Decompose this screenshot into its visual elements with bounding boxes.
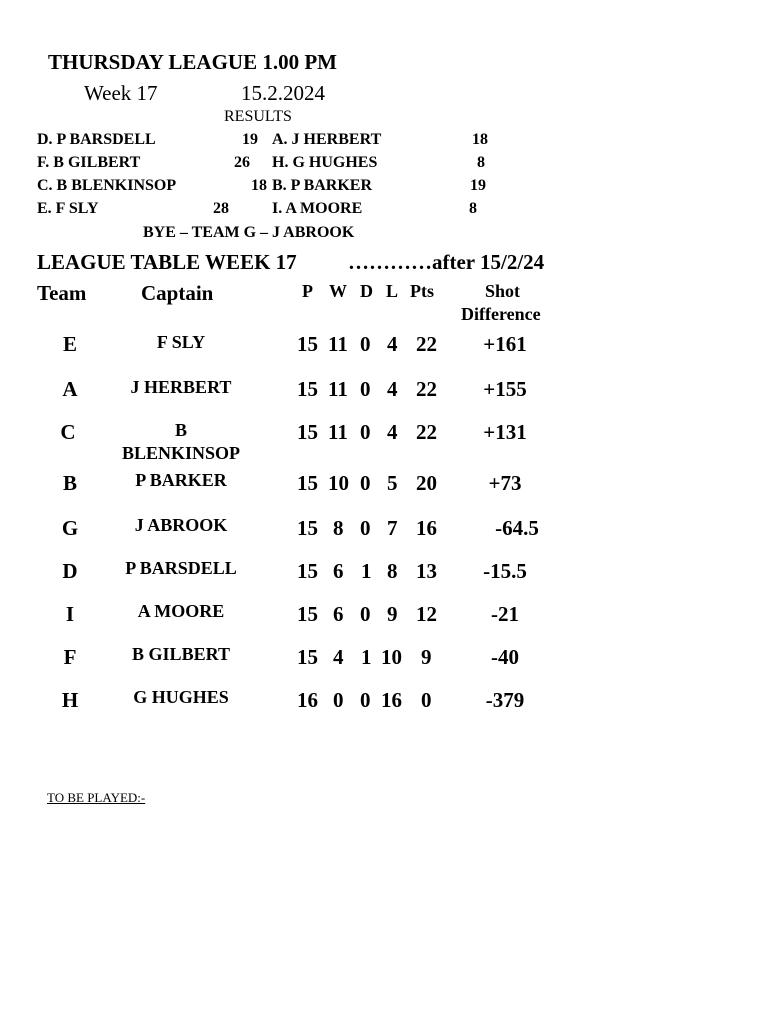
result-away: H. G HUGHES <box>272 154 378 171</box>
lost-value: 4 <box>387 377 398 401</box>
team-letter: I <box>65 602 75 626</box>
header-played: P <box>302 281 313 301</box>
played-value: 15 <box>297 420 318 444</box>
points-value: 13 <box>416 559 437 583</box>
result-away: B. P BARKER <box>272 177 373 194</box>
lost-value: 4 <box>387 420 398 444</box>
drawn-value: 1 <box>361 559 372 583</box>
lost-value: 16 <box>381 688 402 712</box>
header-shot: Shot <box>485 281 521 301</box>
won-value: 8 <box>333 516 344 540</box>
captain-name-continued: BLENKINSOP <box>121 443 241 463</box>
played-value: 15 <box>297 602 318 626</box>
points-value: 0 <box>421 688 432 712</box>
result-home: F. B GILBERT <box>37 154 141 171</box>
header-team: Team <box>37 281 87 305</box>
header-captain: Captain <box>141 281 214 305</box>
header-won: W <box>329 281 347 301</box>
lost-value: 8 <box>387 559 398 583</box>
result-away: I. A MOORE <box>272 200 363 217</box>
played-value: 16 <box>297 688 318 712</box>
drawn-value: 0 <box>360 377 371 401</box>
team-letter: D <box>62 559 78 583</box>
won-value: 11 <box>328 332 348 356</box>
lost-value: 5 <box>387 471 398 495</box>
captain-name: P BARKER <box>135 470 227 490</box>
result-home: E. F SLY <box>37 200 99 217</box>
date-label: 15.2.2024 <box>241 81 325 105</box>
won-value: 6 <box>333 602 344 626</box>
captain-name: A MOORE <box>137 601 225 621</box>
drawn-value: 0 <box>360 332 371 356</box>
captain-name: P BARSDELL <box>125 558 237 578</box>
lost-value: 4 <box>387 332 398 356</box>
lost-value: 10 <box>381 645 402 669</box>
won-value: 0 <box>333 688 344 712</box>
league-table-title: LEAGUE TABLE WEEK 17 <box>37 250 297 274</box>
points-value: 22 <box>416 332 437 356</box>
won-value: 10 <box>328 471 349 495</box>
captain-name: J ABROOK <box>134 515 228 535</box>
team-letter: A <box>62 377 78 401</box>
shot-difference-value: -21 <box>491 602 519 626</box>
shot-difference-value: +73 <box>488 471 522 495</box>
shot-difference-value: +161 <box>483 332 527 356</box>
result-away-score: 8 <box>477 154 485 171</box>
shot-difference-value: -64.5 <box>495 516 539 540</box>
page-title: THURSDAY LEAGUE 1.00 PM <box>48 50 337 74</box>
result-home-score: 19 <box>242 131 258 148</box>
result-home-score: 26 <box>234 154 250 171</box>
points-value: 22 <box>416 420 437 444</box>
shot-difference-value: -40 <box>491 645 519 669</box>
team-letter: B <box>62 471 77 495</box>
shot-difference-value: +131 <box>483 420 527 444</box>
header-difference: Difference <box>461 304 541 324</box>
lost-value: 9 <box>387 602 398 626</box>
result-home: C. B BLENKINSOP <box>37 177 177 194</box>
captain-name: J HERBERT <box>130 377 232 397</box>
to-be-played-heading: TO BE PLAYED:- <box>47 790 146 805</box>
played-value: 15 <box>297 332 318 356</box>
drawn-value: 0 <box>360 471 371 495</box>
won-value: 11 <box>328 377 348 401</box>
team-letter: C <box>60 420 76 444</box>
results-heading: RESULTS <box>224 108 292 125</box>
shot-difference-value: -15.5 <box>483 559 527 583</box>
points-value: 16 <box>416 516 437 540</box>
won-value: 6 <box>333 559 344 583</box>
result-away: A. J HERBERT <box>272 131 382 148</box>
points-value: 22 <box>416 377 437 401</box>
played-value: 15 <box>297 645 318 669</box>
header-drawn: D <box>360 281 373 301</box>
result-away-score: 8 <box>469 200 477 217</box>
shot-difference-value: -379 <box>485 688 525 712</box>
result-away-score: 18 <box>472 131 488 148</box>
drawn-value: 0 <box>360 420 371 444</box>
week-label: Week 17 <box>84 81 158 105</box>
won-value: 4 <box>333 645 344 669</box>
team-letter: F <box>63 645 77 669</box>
won-value: 11 <box>328 420 348 444</box>
played-value: 15 <box>297 516 318 540</box>
header-points: Pts <box>410 281 434 301</box>
points-value: 9 <box>421 645 432 669</box>
lost-value: 7 <box>387 516 398 540</box>
league-table-date: …………after 15/2/24 <box>348 250 545 274</box>
result-away-score: 19 <box>470 177 486 194</box>
bye-note: BYE – TEAM G – J ABROOK <box>143 224 355 241</box>
points-value: 12 <box>416 602 437 626</box>
captain-name: B <box>174 420 187 440</box>
captain-name: F SLY <box>156 332 206 352</box>
played-value: 15 <box>297 377 318 401</box>
team-letter: H <box>61 688 79 712</box>
points-value: 20 <box>416 471 437 495</box>
team-letter: E <box>62 332 77 356</box>
played-value: 15 <box>297 471 318 495</box>
shot-difference-value: +155 <box>483 377 527 401</box>
result-home-score: 28 <box>213 200 229 217</box>
played-value: 15 <box>297 559 318 583</box>
header-lost: L <box>386 281 399 301</box>
result-home: D. P BARSDELL <box>37 131 156 148</box>
result-home-score: 18 <box>251 177 267 194</box>
drawn-value: 0 <box>360 516 371 540</box>
drawn-value: 1 <box>361 645 372 669</box>
drawn-value: 0 <box>360 688 371 712</box>
captain-name: B GILBERT <box>132 644 230 664</box>
captain-name: G HUGHES <box>133 687 229 707</box>
team-letter: G <box>61 516 79 540</box>
drawn-value: 0 <box>360 602 371 626</box>
